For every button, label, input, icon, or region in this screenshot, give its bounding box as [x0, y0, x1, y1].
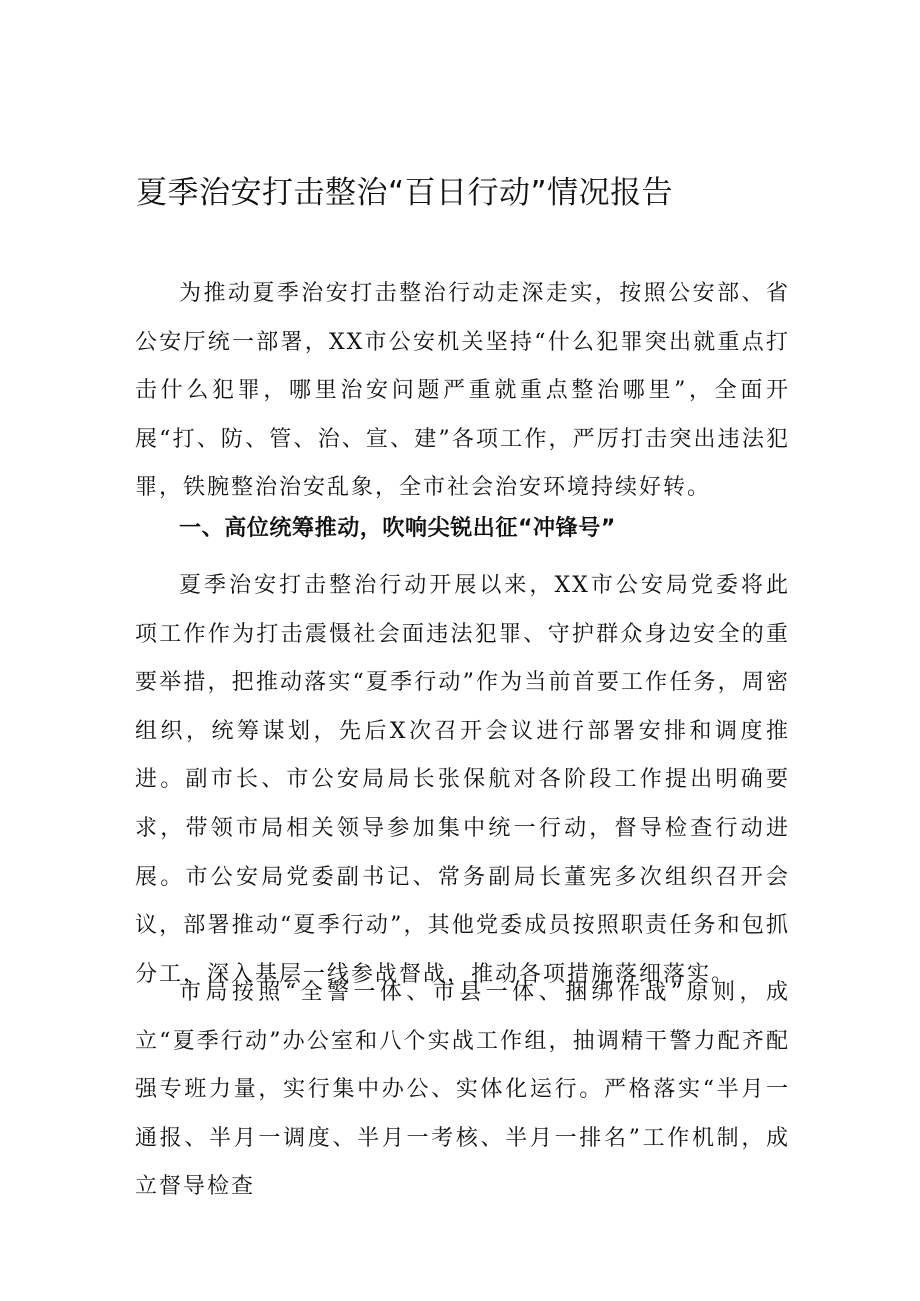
section-heading: 一、高位统筹推动，吹响尖锐出征“冲锋号” [179, 516, 616, 541]
intro-paragraph: 为推动夏季治安打击整治行动走深走实，按照公安部、省公安厅统一部署，XX市公安机关坚持“什么犯罪突出就重点打击什么犯罪，哪里治安问题严重就重点整治哪里”，全面开展“打、防、管、治、宣、建”各项工作，严厉打击突出违法犯罪，铁腕整治治安乱象，全市社会治安环境持续好转。 [135, 281, 790, 501]
section-paragraph: 市局按照“全警一体、市县一体、捆绑作战”原则，成立“夏季行动”办公室和八个实战工作组，抽调精干警力配齐配强专班力量，实行集中办公、实体化运行。严格落实“半月一通报、半月一调度、半月一考核、半月一排名”工作机制，成立督导检查 [135, 980, 790, 1200]
section-paragraph: 夏季治安打击整治行动开展以来，XX市公安局党委将此项工作作为打击震慑社会面违法犯罪、守护群众身边安全的重要举措，把推动落实“夏季行动”作为当前首要工作任务，周密组织，统筹谋划，先后X次召开会议进行部署安排和调度推进。副市长、市公安局局长张保航对各阶段工作提出明确要求，带领市局相关领导参加集中统一行动，督导检查行动进展。市公安局党委副书记、常务副局长董宪多次组织召开会议，部署推动“夏季行动”，其他党委成员按照职责任务和包抓分工，深入基层一线参战督战，推动各项措施落细落实。 [135, 573, 790, 987]
document-title: 夏季治安打击整治“百日行动”情况报告 [136, 175, 674, 211]
